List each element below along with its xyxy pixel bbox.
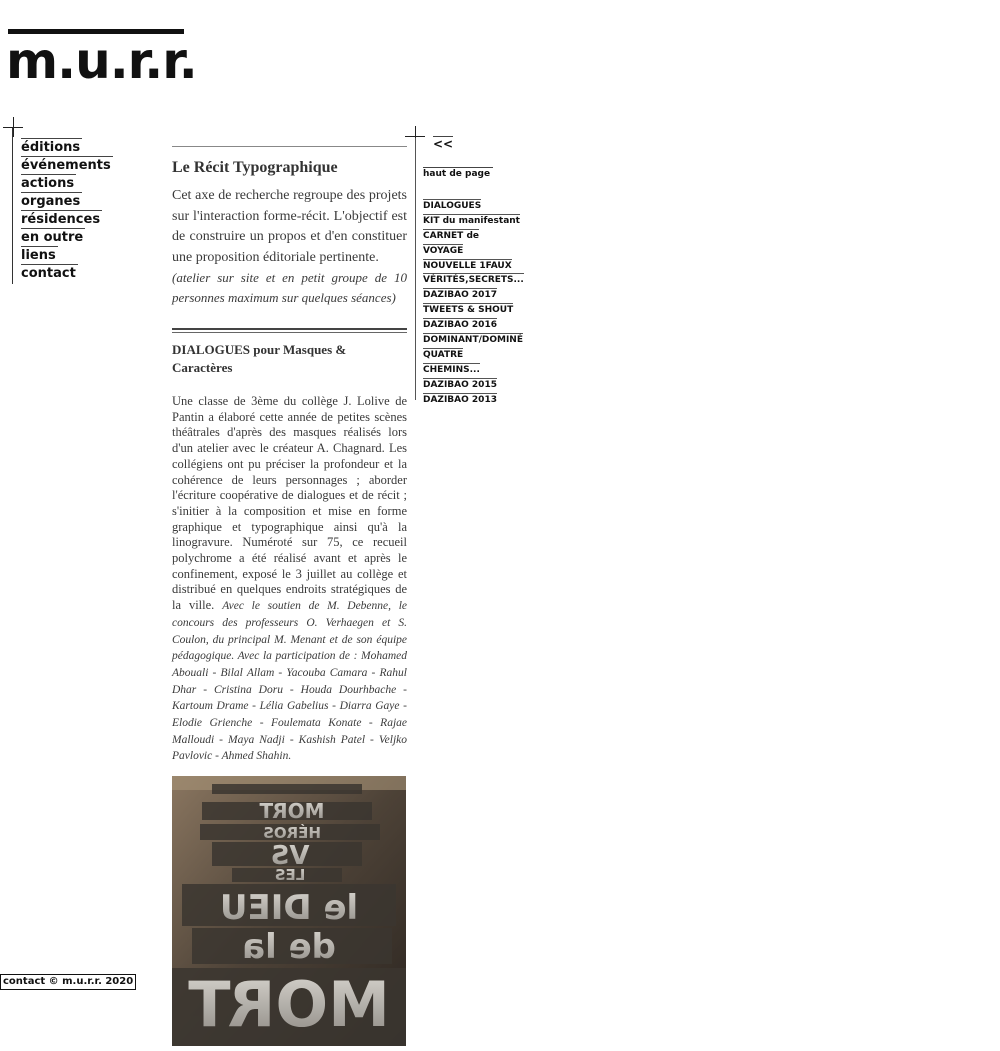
nav-item-evenements[interactable]: événements [21,158,111,173]
project-link-voyage[interactable]: VOYAGE [423,245,464,256]
project-link-nouvelle[interactable]: NOUVELLE 1FAUX [423,260,512,271]
project-link-verites[interactable]: VÉRITÉS,SECRETS... [423,275,524,286]
photo-word: MORT [188,968,390,1042]
nav-item-residences[interactable]: résidences [21,212,101,227]
section-title: DIALOGUES pour Masques & Caractères [172,342,347,375]
nav-item-organes[interactable]: organes [21,194,81,209]
project-list [423,195,524,403]
project-link-quatre[interactable]: QUATRE [423,349,464,360]
back-link[interactable]: << [433,137,454,151]
intro-note: (atelier sur site et en petit groupe de 10 personnes maximum sur quelques séances) [172,270,407,305]
section-body [172,394,407,765]
intro-text: Cet axe de recherche regroupe des projets sur l'interaction forme-récit. L'objectif est de construire un propos et d'en constituer une proposition éditoriale pertinente. [172,188,407,265]
photo-word: MORT [259,799,325,824]
photo-word: LES [274,866,306,885]
project-link-chemins[interactable]: CHEMINS... [423,364,480,375]
section-divider [172,328,407,333]
photo-word: VS [270,841,310,872]
letterpress-image [172,776,406,1046]
project-link-kit[interactable]: KIT du manifestant [423,215,520,226]
project-link-dialogues[interactable]: DIALOGUES [423,201,482,211]
crosshair-icon [3,117,23,137]
footer-contact[interactable]: contact © m.u.r.r. 2020 [0,974,136,990]
back-to-top-link[interactable]: haut de page [423,167,493,181]
project-link-tweets[interactable]: TWEETS & SHOUT [423,305,514,316]
nav-divider [12,128,13,284]
photo-word: de la [242,927,336,968]
site-logo[interactable]: m.u.r.r. [6,32,197,90]
main-nav [21,138,113,282]
nav-item-liens[interactable]: liens [21,248,56,263]
nav-item-contact[interactable]: contact [21,266,76,281]
photo-word: HÉROS [263,824,321,843]
project-link-dazibao-2016[interactable]: DAZIBAO 2016 [423,320,497,331]
right-column-divider [415,138,416,400]
section-credits: Avec le soutien de M. Debenne, le concours des professeurs O. Verhaegen et S. Coulon, du principal M. Menant et de son équipe pédagogique. Avec la participation de : Mohamed Abouali - Bilal Allam - Yacouba Camara - Rahul Dhar - Cristina Doru - Houda Dourhbache - Kartoum Drame - Lélia Gabelius - Diarra Gaye - Elodie Grienche - Foulemata Konate - Rajae Malloudi - Maya Nadji - Kashish Patel - Veljko Pavlovic - Ahmed Shahin. [172,600,407,763]
project-link-dazibao-2013[interactable]: DAZIBAO 2013 [423,394,497,405]
top-divider [172,146,407,147]
photo-word: le DIEU [219,888,359,929]
page-title: Le Récit Typographique [172,159,338,176]
project-link-dazibao-2017[interactable]: DAZIBAO 2017 [423,290,497,301]
project-link-dazibao-2015[interactable]: DAZIBAO 2015 [423,379,497,390]
letterpress-photo [172,776,406,1046]
nav-item-en-outre[interactable]: en outre [21,230,84,245]
nav-item-actions[interactable]: actions [21,176,75,191]
project-link-dominant[interactable]: DOMINANT/DOMINÉ [423,335,523,346]
section-body-text: Une classe de 3ème du collège J. Lolive de Pantin a élaboré cette année de petites scènes théâtrales d'après des masques réalisés lors d'un atelier avec le créateur A. Chagnard. Les collégiens ont pu préciser la profondeur et la cohérence de leurs personnages ; aborder l'écriture coopérative de dialogues et de récit ; s'initier à la composition et mise en forme graphique et typographique ainsi qu'à la linogravure. Numéroté sur 75, ce recueil polychrome a été réalisé avant et après le confinement, exposé le 3 juillet au collège et distribué en quelques endroits stratégiques de la ville. [172,394,407,613]
main-content [172,146,407,1046]
nav-item-editions[interactable]: éditions [21,140,81,155]
project-link-carnet[interactable]: CARNET de [423,230,479,241]
